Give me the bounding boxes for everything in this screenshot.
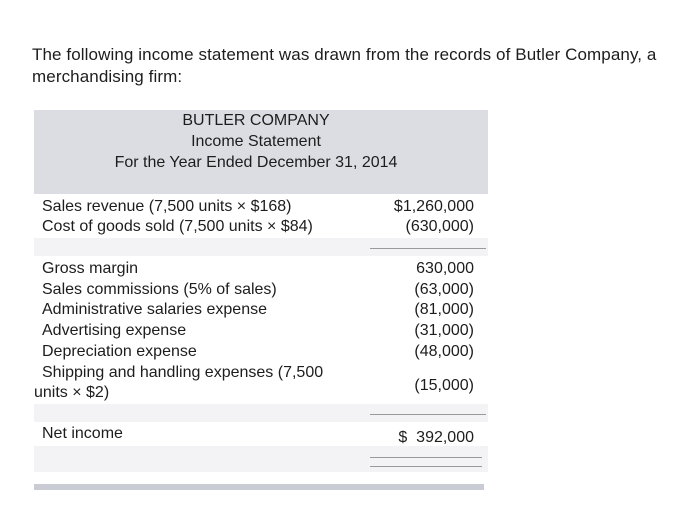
subtotal-rule (370, 248, 486, 249)
intro-text: The following income statement was drawn from the records of Butler Company, a merchandising firm: (32, 45, 657, 86)
row-label-sales-commissions: Sales commissions (5% of sales) (42, 281, 277, 298)
row-amount-cogs: (630,000) (405, 218, 474, 235)
row-amount-advertising: (31,000) (414, 322, 474, 339)
table-bottom-bar (34, 484, 484, 490)
double-rule-top (370, 457, 482, 458)
row-shade (34, 404, 488, 422)
statement-period: For the Year Ended December 31, 2014 (114, 154, 398, 171)
row-amount-depreciation: (48,000) (414, 343, 474, 360)
row-label-net-income: Net income (42, 425, 123, 442)
row-label-cogs: Cost of goods sold (7,500 units × $84) (42, 218, 313, 235)
row-amount-shipping: (15,000) (414, 377, 474, 394)
row-amount-net-income: $ 392,000 (398, 429, 474, 446)
row-label-advertising: Advertising expense (42, 322, 187, 339)
row-label-depreciation: Depreciation expense (42, 343, 197, 360)
row-amount-sales-commissions: (63,000) (414, 281, 474, 298)
row-label-sales-revenue: Sales revenue (7,500 units × $168) (42, 198, 292, 215)
row-label-shipping-line1: Shipping and handling expenses (7,500 (42, 364, 324, 381)
row-shade (34, 238, 488, 256)
double-rule-bottom (370, 466, 482, 467)
statement-title: Income Statement (191, 133, 321, 150)
row-label-admin-salaries: Administrative salaries expense (42, 301, 267, 318)
total-rule (370, 414, 486, 415)
row-label-shipping-line2: units × $2) (34, 384, 110, 401)
row-amount-admin-salaries: (81,000) (414, 301, 474, 318)
company-name: BUTLER COMPANY (182, 112, 330, 129)
statement-header (34, 110, 488, 194)
row-amount-gross-margin: 630,000 (416, 260, 474, 277)
row-amount-sales-revenue: $1,260,000 (393, 198, 474, 215)
row-label-gross-margin: Gross margin (42, 260, 139, 277)
row-shade (34, 446, 488, 472)
